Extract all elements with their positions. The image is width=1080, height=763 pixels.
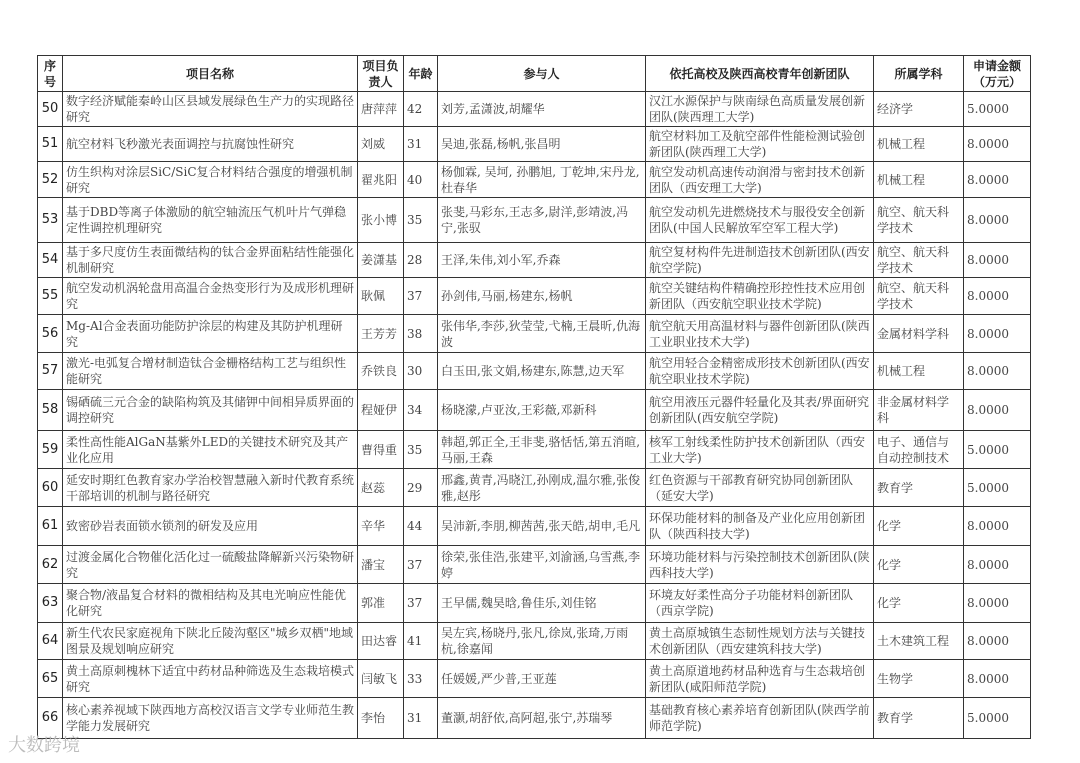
col-participants-cell: 刘芳,孟潇波,胡耀华: [438, 92, 646, 127]
table-row: [38, 390, 1031, 431]
col-participants-cell: 孙剑伟,马丽,杨建东,杨帆: [438, 278, 646, 315]
header-col-no: 序号: [38, 56, 63, 92]
header-col-team: 依托高校及陕西高校青年创新团队: [646, 56, 874, 92]
col-title-cell: 黄土高原刺槐林下适宜中药材品种筛选及生态栽培模式研究: [63, 660, 358, 698]
table-row: [38, 431, 1031, 469]
col-amount-cell: 8.0000: [964, 353, 1031, 390]
col-participants-cell: 张伟华,李莎,狄莹莹,弋楠,王晨昕,仇海波: [438, 315, 646, 353]
col-no-cell: 60: [38, 469, 63, 507]
col-no-cell: 61: [38, 507, 63, 546]
col-participants-cell: 董灏,胡舒依,高阿超,张宁,苏瑞琴: [438, 698, 646, 739]
table-row: [38, 127, 1031, 162]
table-row: [38, 162, 1031, 198]
col-participants-cell: 吴迪,张磊,杨帆,张昌明: [438, 127, 646, 162]
col-participants-cell: 王泽,朱伟,刘小军,乔森: [438, 243, 646, 278]
table-row: [38, 623, 1031, 660]
col-no-cell: 50: [38, 92, 63, 127]
col-participants-cell: 徐荣,张佳浩,张建平,刘渝涵,乌雪燕,李婷: [438, 546, 646, 584]
col-participants-cell: 杨晓濛,卢亚汝,王彩薇,邓新科: [438, 390, 646, 431]
col-age-cell: 35: [404, 198, 438, 243]
col-participants-cell: 吴沛新,李朋,柳茜茜,张天皓,胡申,毛凡: [438, 507, 646, 546]
col-participants-cell: 张斐,马彩东,王志多,尉洋,彭靖波,冯宁,张驭: [438, 198, 646, 243]
col-age-cell: 30: [404, 353, 438, 390]
col-participants-cell: 王早儒,魏昊晗,鲁佳乐,刘佳铭: [438, 584, 646, 623]
col-team-cell: 航空复材构件先进制造技术创新团队(西安航空学院): [646, 243, 874, 278]
header-col-discipline: 所属学科: [874, 56, 964, 92]
col-discipline-cell: 机械工程: [874, 162, 964, 198]
col-team-cell: 航空航天用高温材料与器件创新团队(陕西工业职业技术大学): [646, 315, 874, 353]
col-age-cell: 28: [404, 243, 438, 278]
col-participants-cell: 任媛媛,严少普,王亚莲: [438, 660, 646, 698]
col-amount-cell: 8.0000: [964, 546, 1031, 584]
header-col-age: 年龄: [404, 56, 438, 92]
table-row: [38, 584, 1031, 623]
col-leader-cell: 郭准: [358, 584, 404, 623]
table-row: [38, 660, 1031, 698]
header-col-leader: 项目负责人: [358, 56, 404, 92]
col-amount-cell: 8.0000: [964, 243, 1031, 278]
col-team-cell: 黄土高原道地药材品种选育与生态栽培创新团队(咸阳师范学院): [646, 660, 874, 698]
table-row: [38, 546, 1031, 584]
col-no-cell: 65: [38, 660, 63, 698]
col-leader-cell: 乔铁良: [358, 353, 404, 390]
col-amount-cell: 8.0000: [964, 507, 1031, 546]
col-amount-cell: 5.0000: [964, 92, 1031, 127]
col-no-cell: 64: [38, 623, 63, 660]
col-team-cell: 航空发动机高速传动润滑与密封技术创新团队（西安理工大学): [646, 162, 874, 198]
col-amount-cell: 8.0000: [964, 127, 1031, 162]
col-discipline-cell: 生物学: [874, 660, 964, 698]
col-title-cell: 锡硒硫三元合金的缺陷构筑及其储钾中间相异质界面的调控研究: [63, 390, 358, 431]
col-leader-cell: 翟兆阳: [358, 162, 404, 198]
col-team-cell: 黄土高原城镇生态韧性规划方法与关键技术创新团队（西安建筑科技大学): [646, 623, 874, 660]
col-amount-cell: 8.0000: [964, 623, 1031, 660]
col-team-cell: 环保功能材料的制备及产业化应用创新团队（陕西科技大学): [646, 507, 874, 546]
col-age-cell: 34: [404, 390, 438, 431]
col-title-cell: 数字经济赋能秦岭山区县域发展绿色生产力的实现路径研究: [63, 92, 358, 127]
col-participants-cell: 韩超,郭正全,王非斐,骆恬恬,第五消暄,马丽,王森: [438, 431, 646, 469]
col-leader-cell: 辛华: [358, 507, 404, 546]
col-no-cell: 53: [38, 198, 63, 243]
table-row: [38, 353, 1031, 390]
col-discipline-cell: 航空、航天科学技术: [874, 198, 964, 243]
col-title-cell: 延安时期红色教育家办学治校智慧融入新时代教育系统干部培训的机制与路径研究: [63, 469, 358, 507]
col-discipline-cell: 机械工程: [874, 127, 964, 162]
col-age-cell: 42: [404, 92, 438, 127]
col-title-cell: Mg-Al合金表面功能防护涂层的构建及其防护机理研究: [63, 315, 358, 353]
col-amount-cell: 5.0000: [964, 698, 1031, 739]
col-title-cell: 新生代农民家庭视角下陕北丘陵沟壑区"城乡双栖"地域图景及规划响应研究: [63, 623, 358, 660]
header-col-amount: 申请金额（万元）: [964, 56, 1031, 92]
header-row: [38, 56, 1031, 92]
col-no-cell: 52: [38, 162, 63, 198]
col-age-cell: 37: [404, 584, 438, 623]
col-age-cell: 31: [404, 127, 438, 162]
col-participants-cell: 邢鑫,黄青,冯晓江,孙刚成,温尔雅,张俊雅,赵彤: [438, 469, 646, 507]
col-title-cell: 航空发动机涡轮盘用高温合金热变形行为及成形机理研究: [63, 278, 358, 315]
col-team-cell: 红色资源与干部教育研究协同创新团队（延安大学): [646, 469, 874, 507]
col-age-cell: 33: [404, 660, 438, 698]
col-title-cell: 致密砂岩表面锁水锁剂的研发及应用: [63, 507, 358, 546]
col-no-cell: 59: [38, 431, 63, 469]
col-age-cell: 40: [404, 162, 438, 198]
col-team-cell: 航空关键结构件精确控形控性技术应用创新团队（西安航空职业技术学院): [646, 278, 874, 315]
col-team-cell: 核军工射线柔性防护技术创新团队（西安工业大学): [646, 431, 874, 469]
col-title-cell: 过渡金属化合物催化活化过一硫酸盐降解新兴污染物研究: [63, 546, 358, 584]
col-age-cell: 35: [404, 431, 438, 469]
col-leader-cell: 田达睿: [358, 623, 404, 660]
col-team-cell: 汉江水源保护与陕南绿色高质量发展创新团队(陕西理工大学): [646, 92, 874, 127]
col-discipline-cell: 化学: [874, 584, 964, 623]
col-discipline-cell: 航空、航天科学技术: [874, 278, 964, 315]
col-team-cell: 环境功能材料与污染控制技术创新团队(陕西科技大学): [646, 546, 874, 584]
col-team-cell: 航空发动机先进燃烧技术与服役安全创新团队(中国人民解放军空军工程大学): [646, 198, 874, 243]
col-leader-cell: 耿佩: [358, 278, 404, 315]
col-discipline-cell: 化学: [874, 546, 964, 584]
col-title-cell: 航空材料飞秒激光表面调控与抗腐蚀性研究: [63, 127, 358, 162]
header-col-participants: 参与人: [438, 56, 646, 92]
col-age-cell: 41: [404, 623, 438, 660]
col-leader-cell: 姜潇基: [358, 243, 404, 278]
col-no-cell: 63: [38, 584, 63, 623]
table-row: [38, 92, 1031, 127]
col-leader-cell: 潘宝: [358, 546, 404, 584]
col-amount-cell: 5.0000: [964, 431, 1031, 469]
col-team-cell: 航空材料加工及航空部件性能检测试验创新团队(陕西理工大学): [646, 127, 874, 162]
col-age-cell: 44: [404, 507, 438, 546]
col-title-cell: 基于DBD等离子体激励的航空轴流压气机叶片气弹稳定性调控机理研究: [63, 198, 358, 243]
col-age-cell: 31: [404, 698, 438, 739]
col-leader-cell: 张小博: [358, 198, 404, 243]
col-no-cell: 51: [38, 127, 63, 162]
col-discipline-cell: 航空、航天科学技术: [874, 243, 964, 278]
col-discipline-cell: 化学: [874, 507, 964, 546]
col-discipline-cell: 机械工程: [874, 353, 964, 390]
col-amount-cell: 8.0000: [964, 660, 1031, 698]
table-row: [38, 469, 1031, 507]
col-leader-cell: 王芳芳: [358, 315, 404, 353]
col-discipline-cell: 教育学: [874, 698, 964, 739]
col-no-cell: 55: [38, 278, 63, 315]
col-leader-cell: 刘威: [358, 127, 404, 162]
col-no-cell: 54: [38, 243, 63, 278]
col-amount-cell: 8.0000: [964, 584, 1031, 623]
col-title-cell: 柔性高性能AlGaN基紫外LED的关键技术研究及其产业化应用: [63, 431, 358, 469]
col-leader-cell: 赵蕊: [358, 469, 404, 507]
col-age-cell: 37: [404, 278, 438, 315]
col-leader-cell: 唐萍萍: [358, 92, 404, 127]
col-discipline-cell: 经济学: [874, 92, 964, 127]
table-row: [38, 243, 1031, 278]
table-row: [38, 698, 1031, 739]
col-no-cell: 57: [38, 353, 63, 390]
col-team-cell: 环境友好柔性高分子功能材料创新团队（西京学院): [646, 584, 874, 623]
col-age-cell: 29: [404, 469, 438, 507]
table-row: [38, 198, 1031, 243]
table-row: [38, 315, 1031, 353]
col-no-cell: 58: [38, 390, 63, 431]
col-participants-cell: 吴左宾,杨晓丹,张凡,徐岚,张琦,万雨杭,徐嘉闻: [438, 623, 646, 660]
col-amount-cell: 5.0000: [964, 469, 1031, 507]
col-leader-cell: 闫敏飞: [358, 660, 404, 698]
col-team-cell: 航空用液压元器件轻量化及其表/界面研究创新团队(西安航空学院): [646, 390, 874, 431]
col-amount-cell: 8.0000: [964, 315, 1031, 353]
col-participants-cell: 杨伽霖, 吴坷, 孙鹏旭, 丁乾坤,宋丹龙,杜春华: [438, 162, 646, 198]
col-age-cell: 37: [404, 546, 438, 584]
col-title-cell: 核心素养视域下陕西地方高校汉语言文学专业师范生教学能力发展研究: [63, 698, 358, 739]
col-amount-cell: 8.0000: [964, 390, 1031, 431]
col-discipline-cell: 金属材料学科: [874, 315, 964, 353]
col-title-cell: 基于多尺度仿生表面微结构的钛合金界面粘结性能强化机制研究: [63, 243, 358, 278]
header-col-title: 项目名称: [63, 56, 358, 92]
col-no-cell: 56: [38, 315, 63, 353]
col-title-cell: 仿生织构对涂层SiC/SiC复合材料结合强度的增强机制研究: [63, 162, 358, 198]
col-amount-cell: 8.0000: [964, 162, 1031, 198]
col-no-cell: 66: [38, 698, 63, 739]
col-discipline-cell: 教育学: [874, 469, 964, 507]
col-participants-cell: 白玉田,张文娟,杨建东,陈慧,边天军: [438, 353, 646, 390]
table-row: [38, 507, 1031, 546]
col-discipline-cell: 非金属材料学科: [874, 390, 964, 431]
watermark-logo: 大数跨境: [8, 735, 80, 756]
project-table: [37, 55, 1031, 739]
col-team-cell: 基础教育核心素养培育创新团队(陕西学前师范学院): [646, 698, 874, 739]
col-no-cell: 62: [38, 546, 63, 584]
col-discipline-cell: 土木建筑工程: [874, 623, 964, 660]
col-amount-cell: 8.0000: [964, 198, 1031, 243]
col-leader-cell: 曹得重: [358, 431, 404, 469]
table-row: [38, 278, 1031, 315]
col-age-cell: 38: [404, 315, 438, 353]
col-amount-cell: 8.0000: [964, 278, 1031, 315]
col-discipline-cell: 电子、通信与自动控制技术: [874, 431, 964, 469]
col-team-cell: 航空用轻合金精密成形技术创新团队(西安航空职业技术学院): [646, 353, 874, 390]
col-leader-cell: 李怡: [358, 698, 404, 739]
col-title-cell: 激光-电弧复合增材制造钛合金栅格结构工艺与组织性能研究: [63, 353, 358, 390]
col-leader-cell: 程娅伊: [358, 390, 404, 431]
col-title-cell: 聚合物/液晶复合材料的微相结构及其电光响应性能优化研究: [63, 584, 358, 623]
